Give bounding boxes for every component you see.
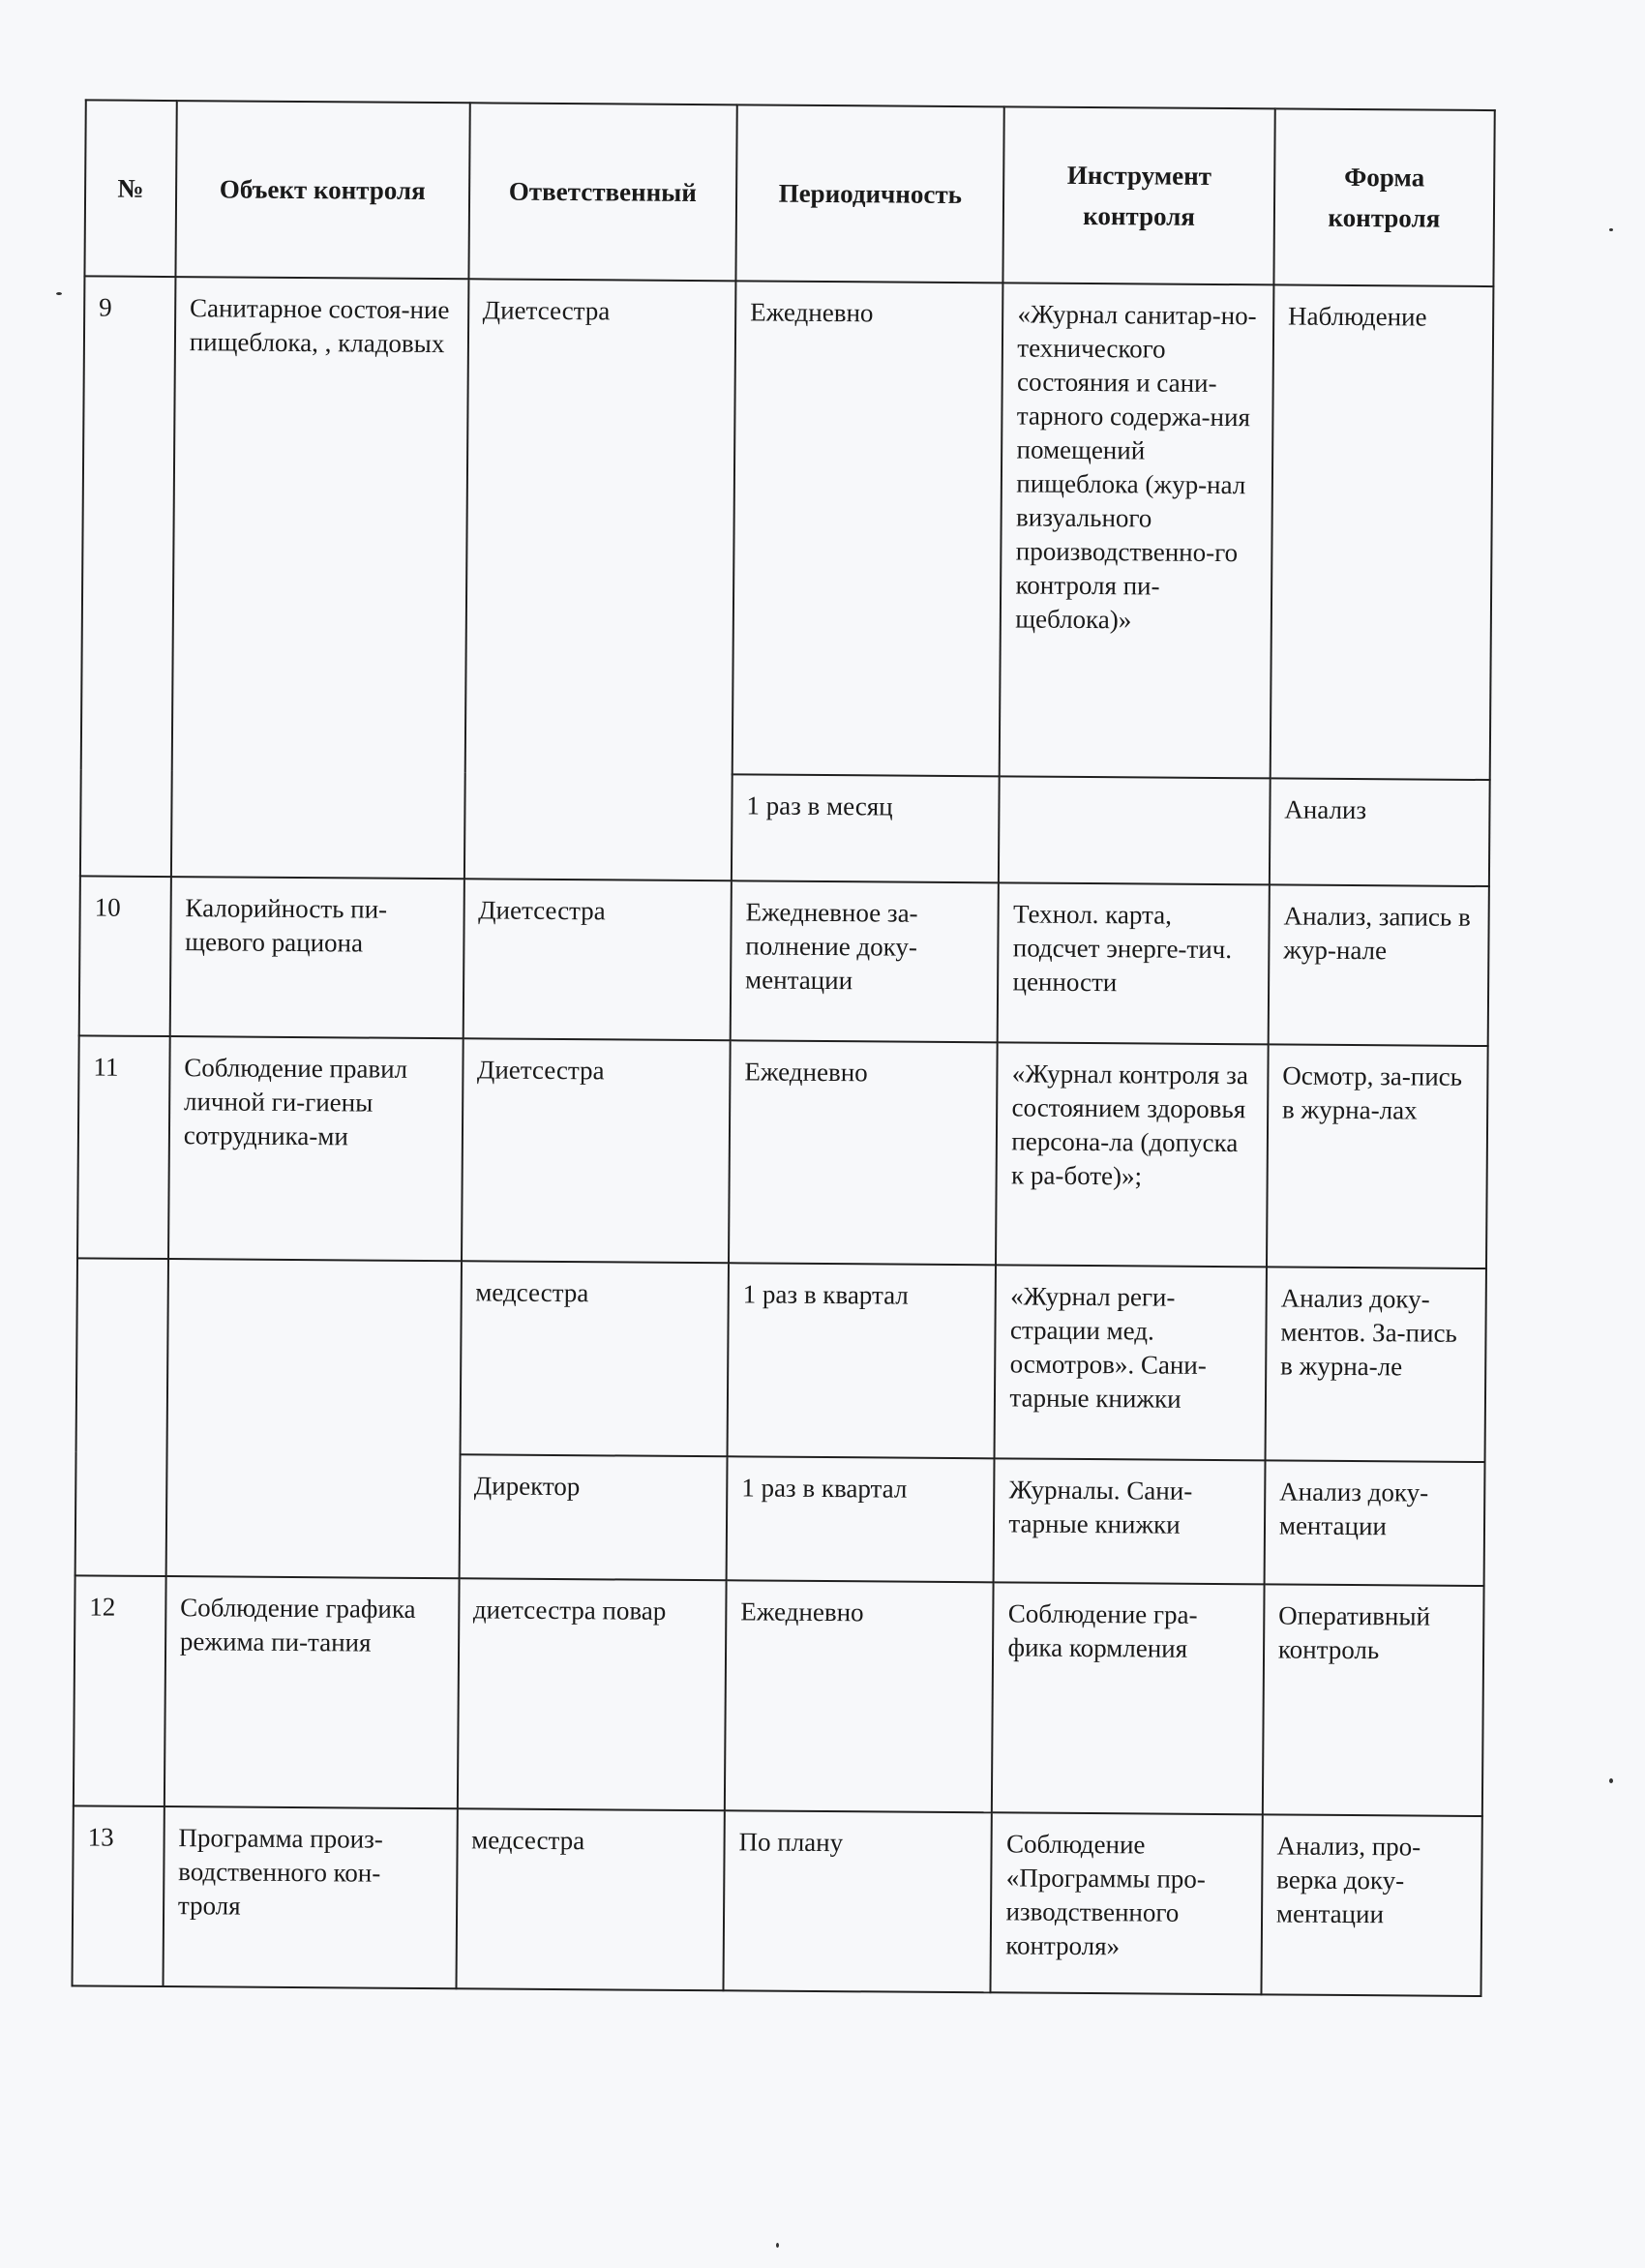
- cell-tool: Журналы. Сани-тарные книжки: [994, 1458, 1265, 1584]
- cell-responsible: Диетсестра: [463, 879, 732, 1040]
- cell-form: Анализ доку-ментов. За-пись в журна-ле: [1265, 1267, 1486, 1462]
- cell-period: По плану: [723, 1810, 992, 1992]
- cell-form: Анализ, про-верка доку-ментации: [1261, 1814, 1481, 1996]
- header-period: Периодичность: [735, 104, 1004, 283]
- cell-object: Соблюдение графика режима пи-тания: [164, 1576, 459, 1808]
- table-row: [74, 1575, 1484, 1816]
- cell-responsible: медсестра: [460, 1261, 729, 1456]
- cell-tool: [999, 776, 1270, 884]
- control-table: [71, 99, 1495, 1997]
- cell-number: 9: [80, 276, 175, 877]
- cell-object: Программа произ-водственного кон-троля: [163, 1806, 457, 1988]
- scan-speck: [1609, 1778, 1613, 1783]
- cell-form: Анализ: [1270, 778, 1490, 886]
- cell-object: Санитарное состоя-ние пищеблока, , кладовых: [171, 277, 468, 879]
- cell-tool: «Журнал санитар-но-технического состояния и сани-тарного содержа-ния помещений пищеблока (жур-нал визуального производственно-го контроля пи-щеблока)»: [1000, 283, 1273, 778]
- header-number: №: [84, 100, 176, 277]
- cell-period: 1 раз в квартал: [728, 1263, 997, 1458]
- table-row: [79, 876, 1489, 1046]
- cell-period: 1 раз в месяц: [732, 774, 1000, 882]
- cell-tool: «Журнал контроля за состоянием здоровья персона-ла (допуска к ра-боте)»;: [996, 1042, 1268, 1267]
- header-row: [84, 100, 1494, 286]
- header-form: Форма контроля: [1273, 108, 1494, 286]
- cell-number: 11: [77, 1035, 170, 1259]
- scan-speck: [56, 292, 62, 295]
- cell-period: Ежедневно: [733, 281, 1003, 776]
- cell-number: 13: [73, 1805, 164, 1986]
- cell-object: Соблюдение правил личной ги-гиены сотрудника-ми: [168, 1036, 463, 1261]
- cell-number: 12: [74, 1575, 166, 1806]
- cell-responsible: диетсестра повар: [457, 1578, 726, 1810]
- header-object: Объект контроля: [175, 101, 469, 279]
- cell-responsible: Диетсестра: [462, 1038, 731, 1263]
- cell-form: Анализ, запись в жур-нале: [1269, 884, 1489, 1046]
- cell-number: [75, 1258, 168, 1576]
- cell-form: Оперативный контроль: [1263, 1584, 1484, 1816]
- table-row: [81, 276, 1494, 780]
- cell-number: 10: [79, 876, 171, 1036]
- cell-period: Ежедневно: [725, 1580, 994, 1812]
- cell-form: Анализ доку-ментации: [1264, 1460, 1484, 1586]
- cell-period: 1 раз в квартал: [727, 1456, 995, 1582]
- table-row: [73, 1805, 1482, 1996]
- table-row: [77, 1035, 1488, 1268]
- cell-object: [165, 1259, 461, 1578]
- cell-tool: Соблюдение «Программы про-изводственного контроля»: [991, 1812, 1263, 1994]
- cell-form: Осмотр, за-пись в журна-лах: [1267, 1044, 1488, 1268]
- cell-tool: Технол. карта, подсчет энерге-тич. ценности: [998, 882, 1270, 1044]
- cell-period: Ежедневное за-полнение доку-ментации: [731, 880, 1000, 1042]
- cell-tool: «Журнал реги-страции мед. осмотров». Сани-тарные книжки: [995, 1265, 1267, 1460]
- cell-responsible: Диетсестра: [464, 279, 735, 880]
- cell-period: Ежедневно: [729, 1040, 998, 1265]
- cell-responsible: Директор: [459, 1454, 727, 1580]
- header-tool: Инструмент контроля: [1003, 106, 1275, 284]
- header-responsible: Ответственный: [468, 103, 737, 281]
- cell-form: Наблюдение: [1271, 284, 1494, 780]
- cell-tool: Соблюдение гра-фика кормления: [992, 1582, 1264, 1814]
- cell-responsible: медсестра: [456, 1808, 725, 1990]
- scan-speck: [1609, 228, 1613, 231]
- cell-object: Калорийность пи-щевого рациона: [170, 877, 464, 1038]
- scan-speck: [776, 2243, 779, 2248]
- table-row: [76, 1258, 1486, 1462]
